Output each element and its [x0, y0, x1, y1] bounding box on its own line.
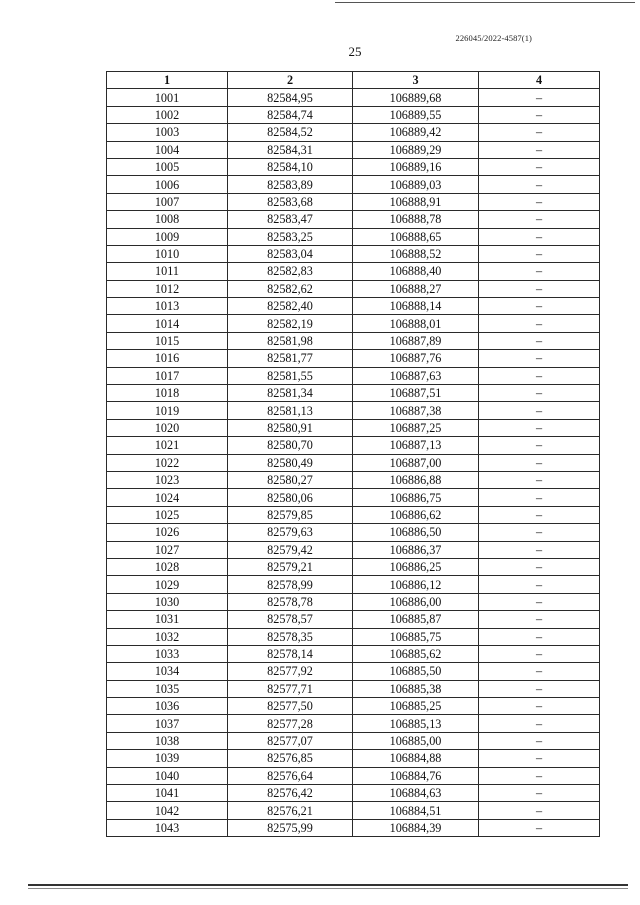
table-row [107, 228, 600, 245]
y-coordinate-cell: 106888,78 [353, 211, 479, 228]
table-row [107, 106, 600, 123]
note-cell: – [479, 454, 600, 471]
x-coordinate-cell: 82580,49 [228, 454, 353, 471]
point-number-cell: 1001 [107, 89, 228, 106]
note-cell: – [479, 558, 600, 575]
x-coordinate-cell: 82579,42 [228, 541, 353, 558]
table-row [107, 332, 600, 349]
point-number-cell: 1020 [107, 419, 228, 436]
table-row [107, 802, 600, 819]
x-coordinate-cell: 82576,85 [228, 750, 353, 767]
x-coordinate-cell: 82584,31 [228, 141, 353, 158]
point-number-cell: 1003 [107, 124, 228, 141]
point-number-cell: 1029 [107, 576, 228, 593]
table-row [107, 211, 600, 228]
point-number-cell: 1036 [107, 698, 228, 715]
table-row [107, 89, 600, 106]
y-coordinate-cell: 106884,39 [353, 819, 479, 836]
x-coordinate-cell: 82576,64 [228, 767, 353, 784]
table-row [107, 176, 600, 193]
y-coordinate-cell: 106887,13 [353, 437, 479, 454]
y-coordinate-cell: 106885,50 [353, 663, 479, 680]
table-row [107, 785, 600, 802]
point-number-cell: 1030 [107, 593, 228, 610]
point-number-cell: 1007 [107, 193, 228, 210]
point-number-cell: 1032 [107, 628, 228, 645]
note-cell: – [479, 767, 600, 784]
y-coordinate-cell: 106889,68 [353, 89, 479, 106]
table-row [107, 628, 600, 645]
point-number-cell: 1024 [107, 489, 228, 506]
note-cell: – [479, 89, 600, 106]
x-coordinate-cell: 82578,99 [228, 576, 353, 593]
column-header: 2 [228, 72, 353, 89]
y-coordinate-cell: 106887,76 [353, 350, 479, 367]
point-number-cell: 1041 [107, 785, 228, 802]
point-number-cell: 1006 [107, 176, 228, 193]
y-coordinate-cell: 106886,12 [353, 576, 479, 593]
note-cell: – [479, 576, 600, 593]
table-row [107, 663, 600, 680]
table-row [107, 767, 600, 784]
x-coordinate-cell: 82582,83 [228, 263, 353, 280]
page-number: 25 [348, 44, 362, 59]
point-number-cell: 1018 [107, 385, 228, 402]
x-coordinate-cell: 82581,77 [228, 350, 353, 367]
y-coordinate-cell: 106884,51 [353, 802, 479, 819]
y-coordinate-cell: 106886,62 [353, 506, 479, 523]
x-coordinate-cell: 82578,78 [228, 593, 353, 610]
table-row [107, 732, 600, 749]
point-number-cell: 1039 [107, 750, 228, 767]
table-row [107, 124, 600, 141]
document-id: 226045/2022-4587(1) [455, 33, 532, 43]
note-cell: – [479, 524, 600, 541]
note-cell: – [479, 698, 600, 715]
note-cell: – [479, 628, 600, 645]
y-coordinate-cell: 106884,63 [353, 785, 479, 802]
x-coordinate-cell: 82577,28 [228, 715, 353, 732]
table-row [107, 280, 600, 297]
x-coordinate-cell: 82584,52 [228, 124, 353, 141]
point-number-cell: 1043 [107, 819, 228, 836]
x-coordinate-cell: 82584,95 [228, 89, 353, 106]
x-coordinate-cell: 82578,57 [228, 611, 353, 628]
note-cell: – [479, 506, 600, 523]
table-row [107, 541, 600, 558]
table-row [107, 611, 600, 628]
bottom-rule [28, 884, 628, 886]
header-row [107, 72, 600, 89]
x-coordinate-cell: 82578,35 [228, 628, 353, 645]
table-row [107, 385, 600, 402]
x-coordinate-cell: 82579,85 [228, 506, 353, 523]
table-body [107, 89, 600, 837]
table-row [107, 402, 600, 419]
note-cell: – [479, 732, 600, 749]
y-coordinate-cell: 106888,27 [353, 280, 479, 297]
y-coordinate-cell: 106885,13 [353, 715, 479, 732]
note-cell: – [479, 106, 600, 123]
x-coordinate-cell: 82577,50 [228, 698, 353, 715]
note-cell: – [479, 593, 600, 610]
table-row [107, 698, 600, 715]
table-row [107, 437, 600, 454]
y-coordinate-cell: 106886,25 [353, 558, 479, 575]
y-coordinate-cell: 106886,00 [353, 593, 479, 610]
point-number-cell: 1042 [107, 802, 228, 819]
x-coordinate-cell: 82579,21 [228, 558, 353, 575]
y-coordinate-cell: 106885,62 [353, 645, 479, 662]
table-row [107, 263, 600, 280]
point-number-cell: 1014 [107, 315, 228, 332]
point-number-cell: 1002 [107, 106, 228, 123]
point-number-cell: 1037 [107, 715, 228, 732]
note-cell: – [479, 385, 600, 402]
note-cell: – [479, 245, 600, 262]
column-header: 4 [479, 72, 600, 89]
table-row [107, 193, 600, 210]
x-coordinate-cell: 82580,91 [228, 419, 353, 436]
note-cell: – [479, 176, 600, 193]
point-number-cell: 1035 [107, 680, 228, 697]
x-coordinate-cell: 82577,07 [228, 732, 353, 749]
note-cell: – [479, 471, 600, 488]
note-cell: – [479, 489, 600, 506]
y-coordinate-cell: 106884,76 [353, 767, 479, 784]
point-number-cell: 1005 [107, 158, 228, 175]
y-coordinate-cell: 106886,88 [353, 471, 479, 488]
note-cell: – [479, 419, 600, 436]
x-coordinate-cell: 82576,21 [228, 802, 353, 819]
note-cell: – [479, 819, 600, 836]
y-coordinate-cell: 106889,55 [353, 106, 479, 123]
note-cell: – [479, 332, 600, 349]
x-coordinate-cell: 82584,74 [228, 106, 353, 123]
x-coordinate-cell: 82577,92 [228, 663, 353, 680]
x-coordinate-cell: 82581,98 [228, 332, 353, 349]
table-row [107, 715, 600, 732]
x-coordinate-cell: 82579,63 [228, 524, 353, 541]
note-cell: – [479, 680, 600, 697]
point-number-cell: 1017 [107, 367, 228, 384]
y-coordinate-cell: 106887,25 [353, 419, 479, 436]
table-header [107, 72, 600, 89]
table-row [107, 680, 600, 697]
x-coordinate-cell: 82583,68 [228, 193, 353, 210]
y-coordinate-cell: 106888,52 [353, 245, 479, 262]
table-row [107, 576, 600, 593]
point-number-cell: 1019 [107, 402, 228, 419]
point-number-cell: 1022 [107, 454, 228, 471]
note-cell: – [479, 350, 600, 367]
note-cell: – [479, 645, 600, 662]
note-cell: – [479, 802, 600, 819]
note-cell: – [479, 715, 600, 732]
x-coordinate-cell: 82575,99 [228, 819, 353, 836]
point-number-cell: 1040 [107, 767, 228, 784]
table-row [107, 141, 600, 158]
note-cell: – [479, 315, 600, 332]
y-coordinate-cell: 106886,75 [353, 489, 479, 506]
point-number-cell: 1038 [107, 732, 228, 749]
point-number-cell: 1011 [107, 263, 228, 280]
table-row [107, 524, 600, 541]
x-coordinate-cell: 82580,27 [228, 471, 353, 488]
table-row [107, 750, 600, 767]
table-row [107, 645, 600, 662]
y-coordinate-cell: 106888,91 [353, 193, 479, 210]
y-coordinate-cell: 106889,03 [353, 176, 479, 193]
table-row [107, 298, 600, 315]
point-number-cell: 1033 [107, 645, 228, 662]
note-cell: – [479, 211, 600, 228]
note-cell: – [479, 141, 600, 158]
note-cell: – [479, 750, 600, 767]
y-coordinate-cell: 106885,75 [353, 628, 479, 645]
point-number-cell: 1015 [107, 332, 228, 349]
point-number-cell: 1031 [107, 611, 228, 628]
note-cell: – [479, 402, 600, 419]
x-coordinate-cell: 82580,06 [228, 489, 353, 506]
x-coordinate-cell: 82576,42 [228, 785, 353, 802]
x-coordinate-cell: 82584,10 [228, 158, 353, 175]
note-cell: – [479, 663, 600, 680]
point-number-cell: 1010 [107, 245, 228, 262]
top-rule [335, 2, 635, 3]
table-row [107, 819, 600, 836]
table-row [107, 454, 600, 471]
note-cell: – [479, 280, 600, 297]
note-cell: – [479, 611, 600, 628]
table-row [107, 419, 600, 436]
table-row [107, 489, 600, 506]
y-coordinate-cell: 106887,63 [353, 367, 479, 384]
y-coordinate-cell: 106884,88 [353, 750, 479, 767]
point-number-cell: 1004 [107, 141, 228, 158]
table-row [107, 471, 600, 488]
table-row [107, 350, 600, 367]
table-row [107, 506, 600, 523]
x-coordinate-cell: 82583,89 [228, 176, 353, 193]
table-row [107, 245, 600, 262]
point-number-cell: 1008 [107, 211, 228, 228]
y-coordinate-cell: 106885,00 [353, 732, 479, 749]
note-cell: – [479, 541, 600, 558]
table-row [107, 593, 600, 610]
note-cell: – [479, 785, 600, 802]
y-coordinate-cell: 106888,14 [353, 298, 479, 315]
x-coordinate-cell: 82583,47 [228, 211, 353, 228]
y-coordinate-cell: 106886,50 [353, 524, 479, 541]
column-header: 1 [107, 72, 228, 89]
y-coordinate-cell: 106887,51 [353, 385, 479, 402]
y-coordinate-cell: 106888,65 [353, 228, 479, 245]
y-coordinate-cell: 106887,00 [353, 454, 479, 471]
x-coordinate-cell: 82582,62 [228, 280, 353, 297]
y-coordinate-cell: 106889,16 [353, 158, 479, 175]
y-coordinate-cell: 106885,38 [353, 680, 479, 697]
note-cell: – [479, 193, 600, 210]
x-coordinate-cell: 82577,71 [228, 680, 353, 697]
note-cell: – [479, 298, 600, 315]
point-number-cell: 1016 [107, 350, 228, 367]
y-coordinate-cell: 106887,89 [353, 332, 479, 349]
point-number-cell: 1009 [107, 228, 228, 245]
point-number-cell: 1013 [107, 298, 228, 315]
point-number-cell: 1034 [107, 663, 228, 680]
table-row [107, 315, 600, 332]
x-coordinate-cell: 82578,14 [228, 645, 353, 662]
note-cell: – [479, 124, 600, 141]
y-coordinate-cell: 106886,37 [353, 541, 479, 558]
x-coordinate-cell: 82583,04 [228, 245, 353, 262]
note-cell: – [479, 367, 600, 384]
point-number-cell: 1025 [107, 506, 228, 523]
point-number-cell: 1028 [107, 558, 228, 575]
x-coordinate-cell: 82581,13 [228, 402, 353, 419]
note-cell: – [479, 228, 600, 245]
y-coordinate-cell: 106885,87 [353, 611, 479, 628]
point-number-cell: 1012 [107, 280, 228, 297]
point-number-cell: 1023 [107, 471, 228, 488]
x-coordinate-cell: 82582,19 [228, 315, 353, 332]
point-number-cell: 1026 [107, 524, 228, 541]
table-row [107, 158, 600, 175]
table-row [107, 558, 600, 575]
y-coordinate-cell: 106888,40 [353, 263, 479, 280]
bottom-rule-thin [28, 888, 628, 889]
x-coordinate-cell: 82582,40 [228, 298, 353, 315]
x-coordinate-cell: 82583,25 [228, 228, 353, 245]
point-number-cell: 1027 [107, 541, 228, 558]
table-row [107, 367, 600, 384]
x-coordinate-cell: 82581,34 [228, 385, 353, 402]
note-cell: – [479, 437, 600, 454]
y-coordinate-cell: 106889,29 [353, 141, 479, 158]
note-cell: – [479, 158, 600, 175]
y-coordinate-cell: 106888,01 [353, 315, 479, 332]
y-coordinate-cell: 106889,42 [353, 124, 479, 141]
y-coordinate-cell: 106885,25 [353, 698, 479, 715]
y-coordinate-cell: 106887,38 [353, 402, 479, 419]
point-number-cell: 1021 [107, 437, 228, 454]
x-coordinate-cell: 82581,55 [228, 367, 353, 384]
x-coordinate-cell: 82580,70 [228, 437, 353, 454]
column-header: 3 [353, 72, 479, 89]
coordinates-table [106, 71, 600, 837]
note-cell: – [479, 263, 600, 280]
